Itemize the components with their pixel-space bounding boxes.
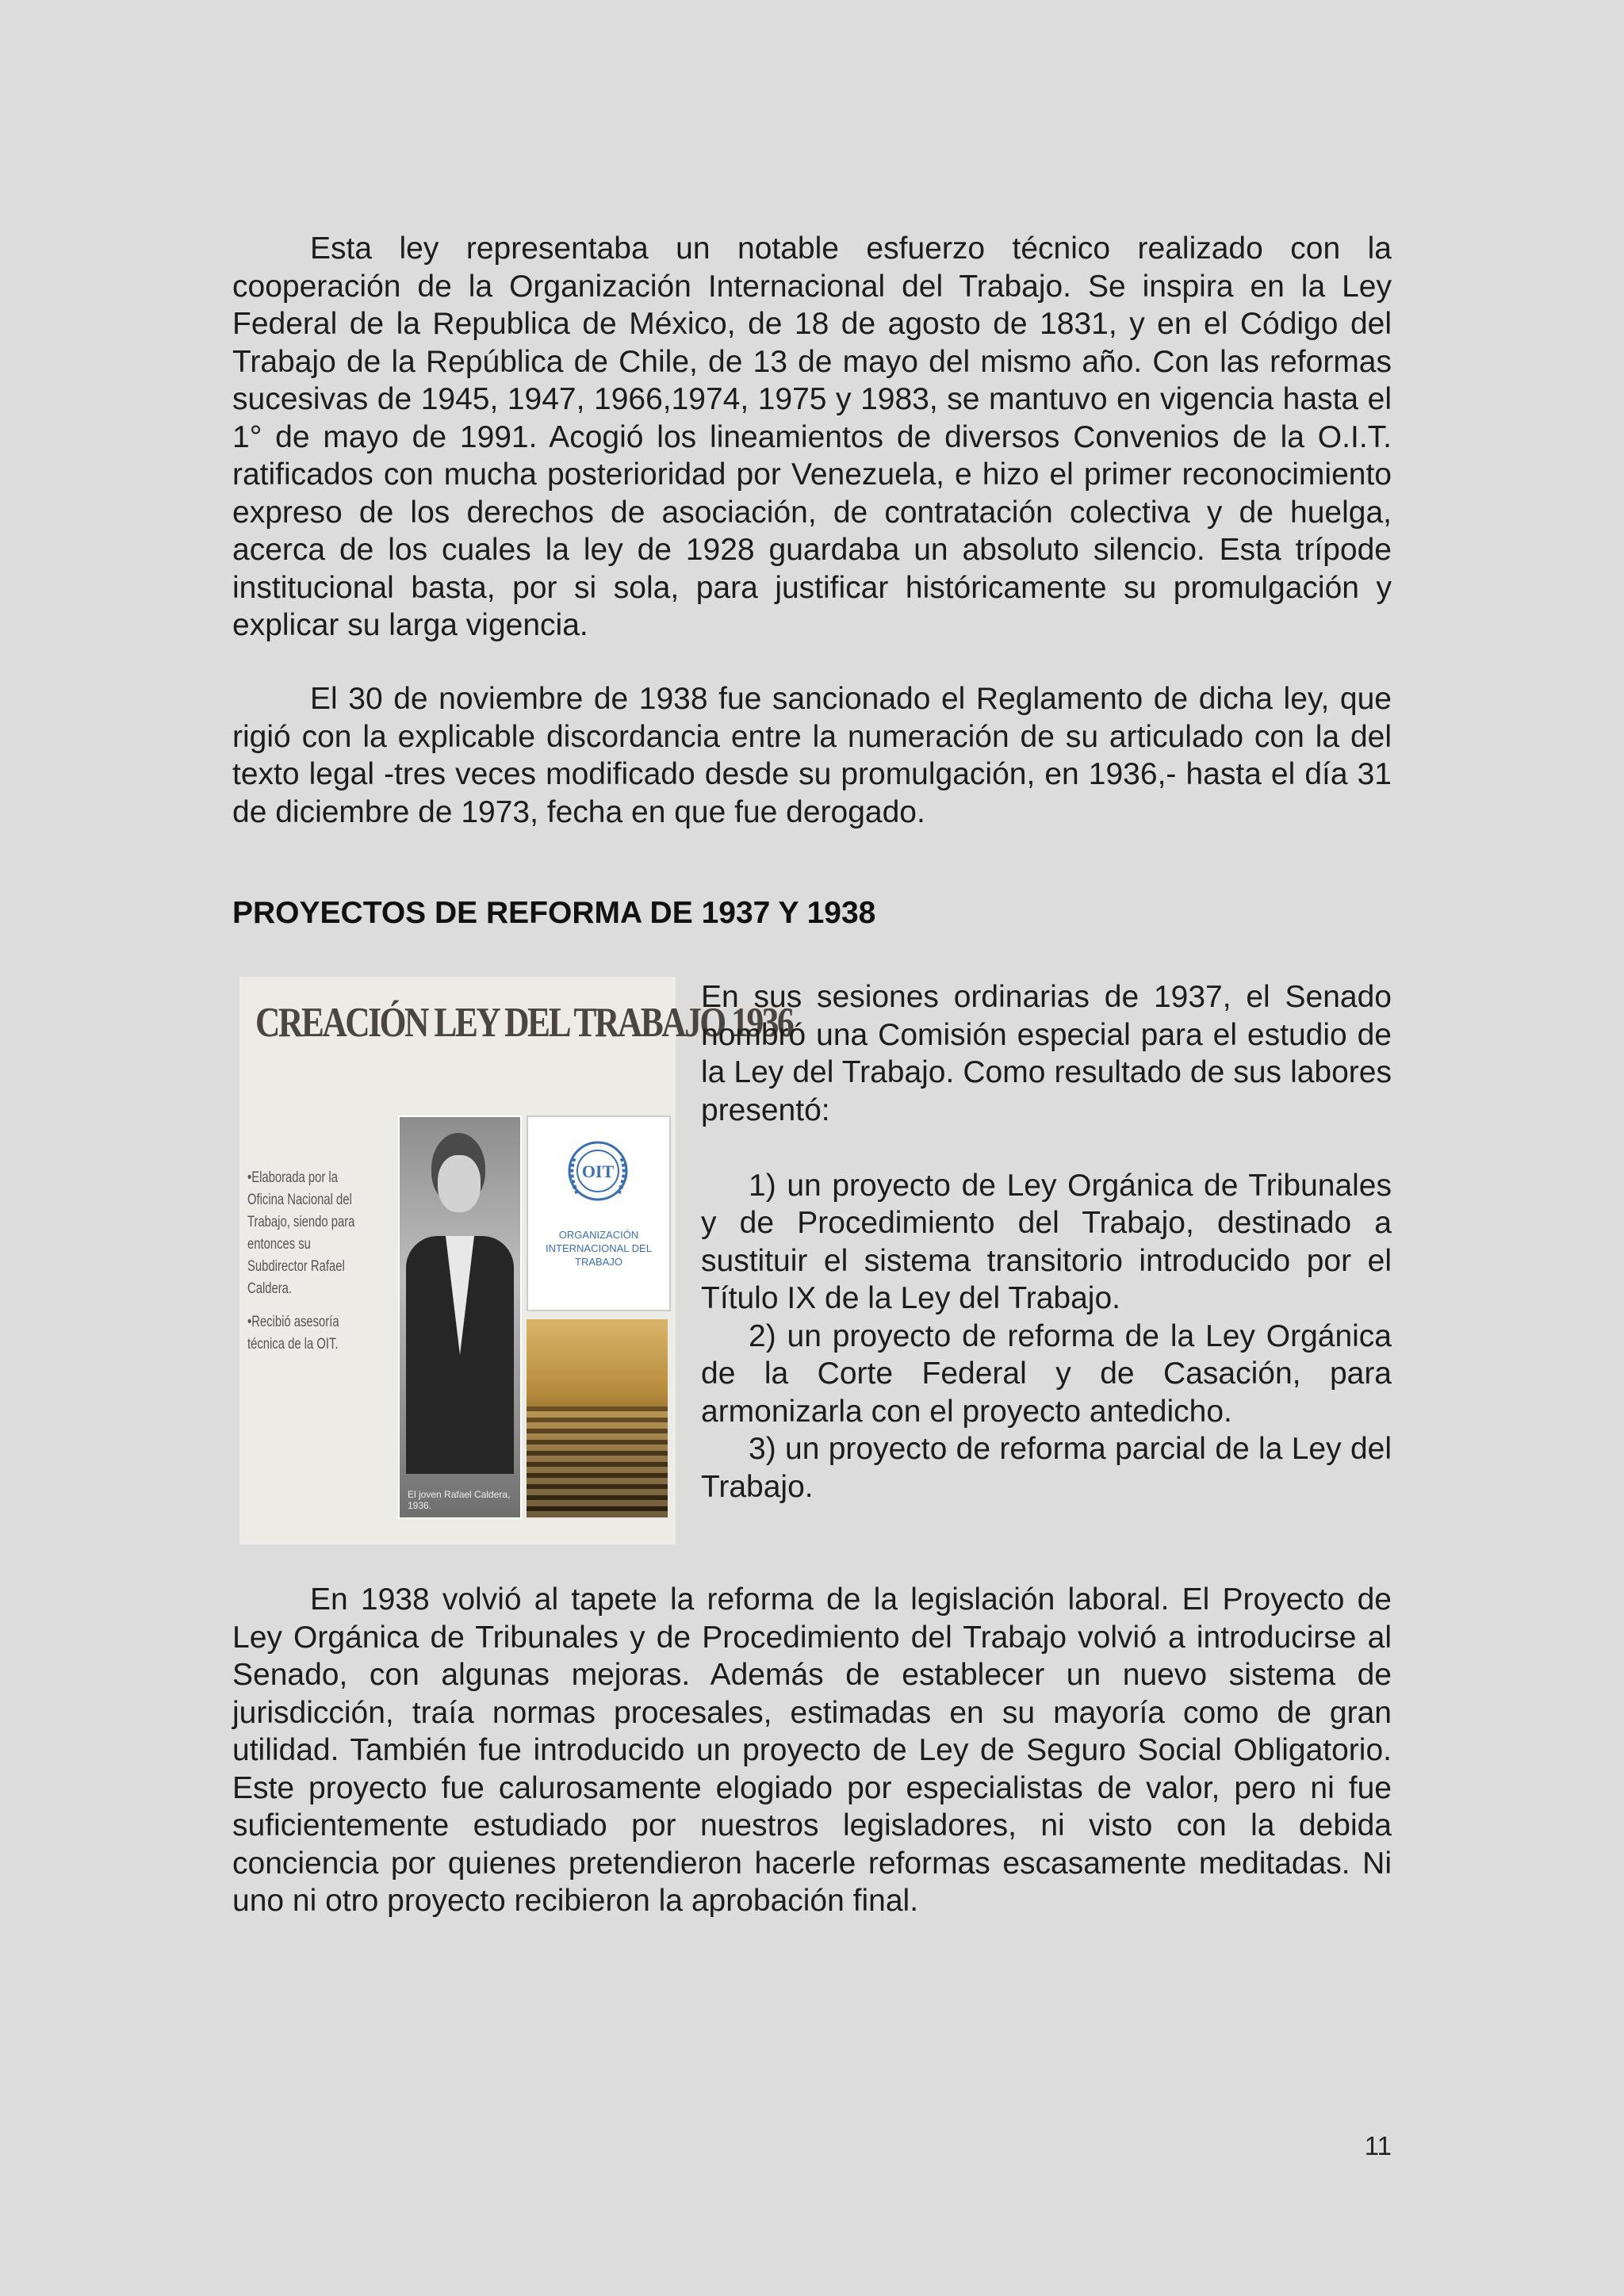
body-paragraph-1: Esta ley representaba un notable esfuerzo técnico realizado con la cooperación de la Organización Internacional del Trabajo. Se inspira en la Ley Federal de la Republica de México, de 18 de agosto de 1831, y en el Código del Trabajo de la República de Chile, de 13 de mayo del mismo año. Con las reformas sucesivas de 1945, 1947, 1966,1974, 1975 y 1983, se mantuvo en vigencia hasta el 1° de mayo de 1991. Acogió los lineamientos de diversos Convenios de la O.I.T. ratificados con mucha posterioridad por Venezuela, e hizo el primer reconocimiento expreso de los derechos de asociación, de contratación colectiva y de huelga, acerca de los cuales la ley de 1928 guardaba un absoluto silencio. Esta trípode institucional basta, por si sola, para justificar históricamente su promulgación y explicar su larga vigencia. (232, 232, 1392, 642)
assembly-seats (527, 1406, 668, 1517)
figure-title: CREACIÓN LEY DEL TRABAJO 1936 (255, 1000, 793, 1046)
body-paragraph-3: En 1938 volvió al tapete la reforma de la legislación laboral. El Proyecto de Ley Orgánica de Tribunales y de Procedimiento del Trabajo volvió a introducirse al Senado, con algunas mejoras. Además de establecer un nuevo sistema de jurisdicción, traía normas procesales, estimadas en su mayoría como de gran utilidad. También fue introducido un proyecto de Ley de Seguro Social Obligatorio. Este proyecto fue calurosamente elogiado por especialistas de valor, pero ni fue suficientemente estudiado por nuestros legisladores, ni visto con la debida conciencia por quienes pretendieron hacerle reformas escasamente meditadas. Ni uno ni otro proyecto recibieron la aprobación final. (232, 1582, 1392, 1918)
section-heading: PROYECTOS DE REFORMA DE 1937 Y 1938 (232, 896, 876, 930)
oit-logo-panel (527, 1115, 671, 1311)
side-text-block (701, 978, 1392, 1506)
side-intro: En sus sesiones ordinarias de 1937, el Senado nombró una Comisión especial para el estudio de la Ley del Trabajo. Como resultado de sus labores presentó: (701, 980, 1392, 1127)
portrait-caption: El joven Rafael Caldera, 1936. (408, 1489, 511, 1511)
page-number: 11 (1364, 2131, 1392, 2160)
figure-note-2: •Recibió asesoría técnica de la OIT. (247, 1314, 339, 1353)
law-creation-figure (239, 977, 793, 1544)
body-paragraph-2: El 30 de noviembre de 1938 fue sancionado el Reglamento de dicha ley, que rigió con la explicable discordancia entre la numeración de su articulado con la del texto legal -tres veces modificado desde su promulgación, en 1936,- hasta el día 31 de diciembre de 1973, fecha en que fue derogado. (232, 682, 1392, 829)
oit-name: ORGANIZACIÓN INTERNACIONAL DEL TRABAJO (546, 1229, 652, 1268)
portrait-photo (398, 1115, 522, 1519)
portrait-face (438, 1155, 481, 1212)
assembly-hall-photo (527, 1319, 668, 1517)
list-item-3: 3) un proyecto de reforma parcial de la Ley del Trabajo. (701, 1432, 1392, 1504)
list-item-2: 2) un proyecto de reforma de la Ley Orgánica de la Corte Federal y de Casación, para armonizarla con el proyecto antedicho. (701, 1318, 1392, 1429)
list-item-1: 1) un proyecto de Ley Orgánica de Tribunales y de Procedimiento del Trabajo, destinado a sustituir el sistema transitorio introducido por el Título IX de la Ley del Trabajo. (701, 1168, 1392, 1315)
figure-notes (247, 1167, 358, 1367)
oit-logo-text: OIT (581, 1161, 615, 1181)
figure-note-1: •Elaborada por la Oficina Nacional del Trabajo, siendo para entonces su Subdirector Rafael Caldera. (247, 1169, 355, 1297)
oit-logo-icon (563, 1135, 633, 1214)
spacer (701, 1129, 1392, 1167)
